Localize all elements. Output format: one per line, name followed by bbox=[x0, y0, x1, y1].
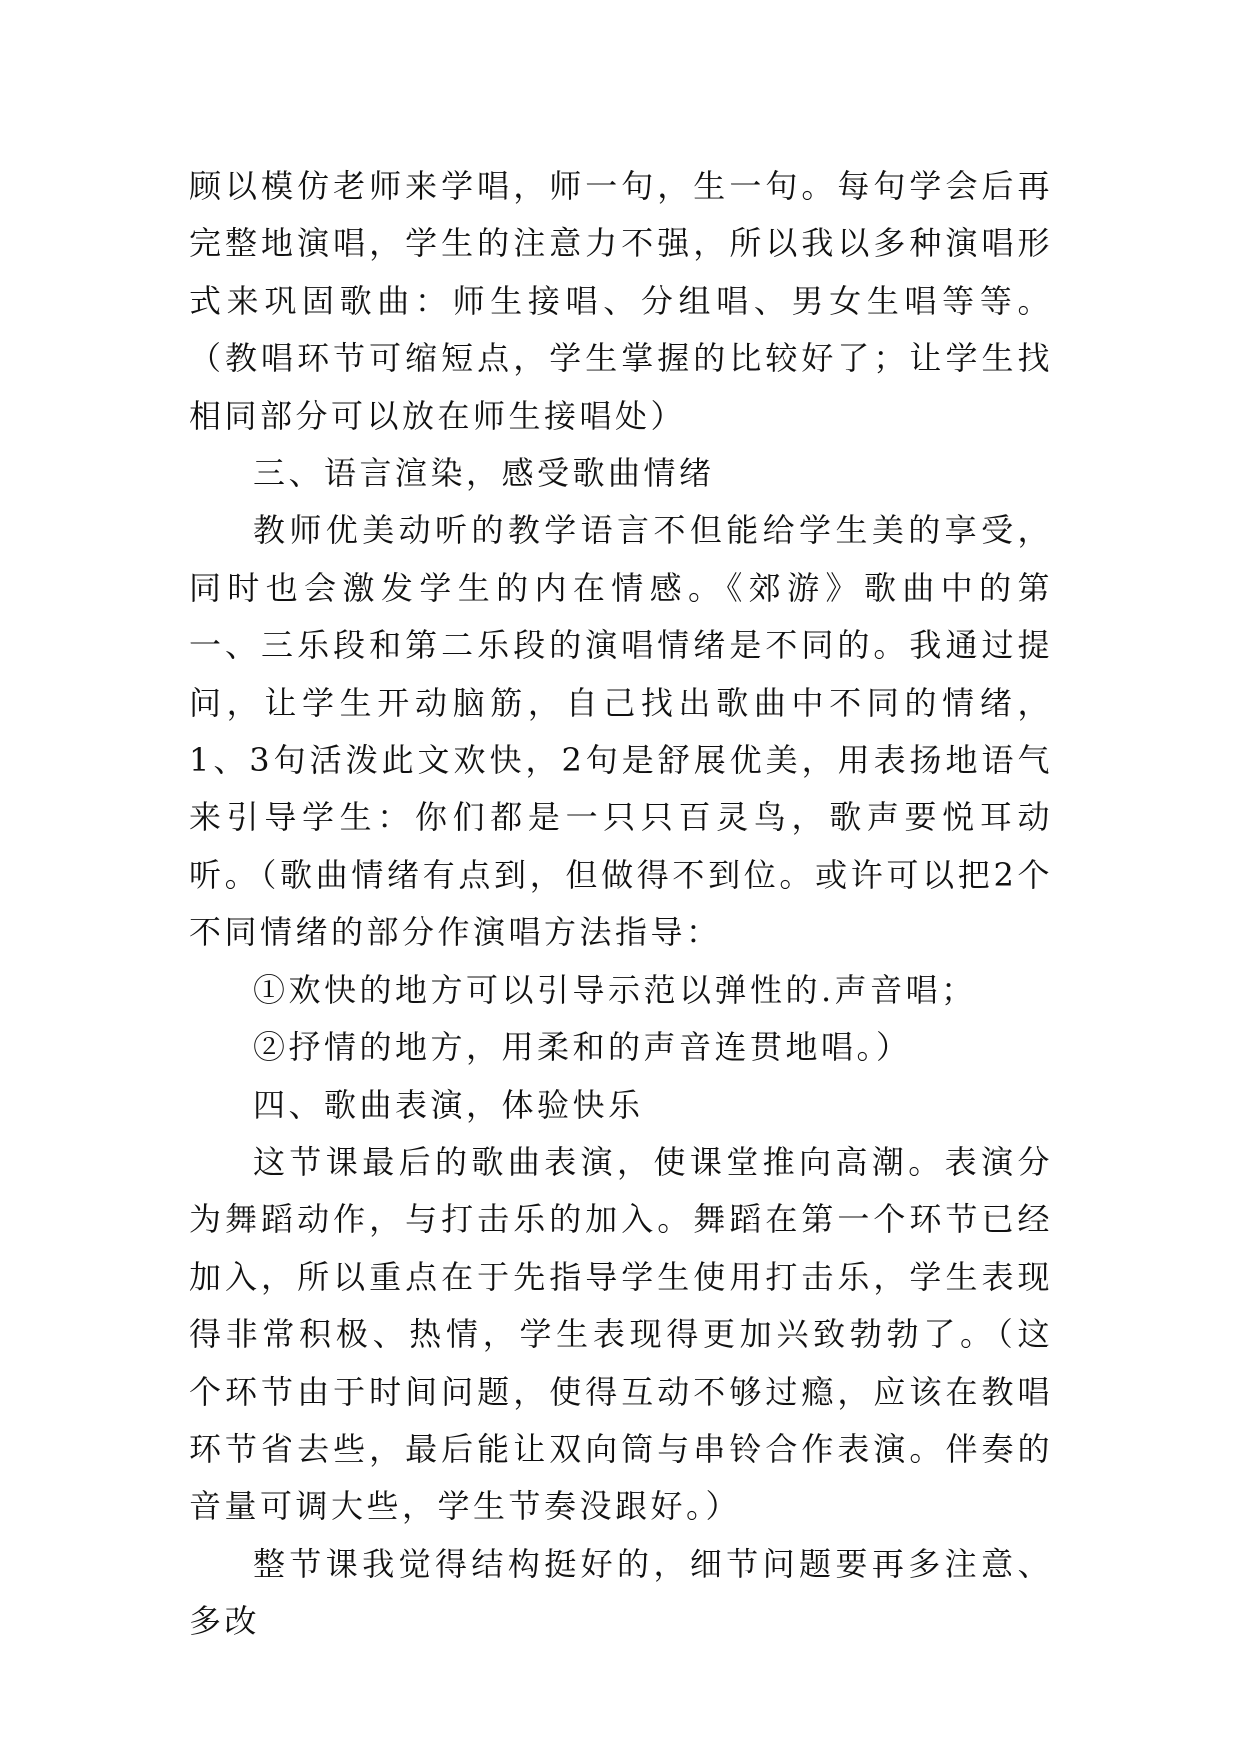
paragraph-summary: 整节课我觉得结构挺好的，细节问题要再多注意、多改 bbox=[189, 1544, 1053, 1641]
paragraph-continuation: 顾以模仿老师来学唱，师一句，生一句。每句学会后再完整地演唱，学生的注意力不强，所以我以多种演唱形式来巩固歌曲：师生接唱、分组唱、男女生唱等等。（教唱环节可缩短点，学生掌握的比较好了；让学生找相同部分可以放在师生接唱处） bbox=[189, 167, 1053, 435]
list-item-2: ②抒情的地方，用柔和的声音连贯地唱。） bbox=[253, 1028, 912, 1067]
list-item-1: ①欢快的地方可以引导示范以弹性的.声音唱； bbox=[253, 970, 977, 1009]
paragraph-language-emotion: 教师优美动听的教学语言不但能给学生美的享受，同时也会激发学生的内在情感。《郊游》歌曲中的第一、三乐段和第二乐段的演唱情绪是不同的。我通过提问，让学生开动脑筋，自己找出歌曲中不同的情绪，1、3句活泼此文欢快，2句是舒展优美，用表扬地语气来引导学生：你们都是一只只百灵鸟，歌声要悦耳动听。（歌曲情绪有点到，但做得不到位。或许可以把2个不同情绪的部分作演唱方法指导： bbox=[189, 511, 1053, 952]
section-heading-4: 四、歌曲表演，体验快乐 bbox=[253, 1085, 644, 1124]
section-heading-3: 三、语言渲染，感受歌曲情绪 bbox=[253, 454, 715, 493]
paragraph-performance: 这节课最后的歌曲表演，使课堂推向高潮。表演分为舞蹈动作，与打击乐的加入。舞蹈在第一个环节已经加入，所以重点在于先指导学生使用打击乐，学生表现得非常积极、热情，学生表现得更加兴致勃勃了。（这个环节由于时间问题，使得互动不够过瘾，应该在教唱环节省去些，最后能让双向筒与串铃合作表演。伴奏的音量可调大些，学生节奏没跟好。） bbox=[189, 1142, 1053, 1526]
document-page bbox=[189, 158, 1053, 1651]
